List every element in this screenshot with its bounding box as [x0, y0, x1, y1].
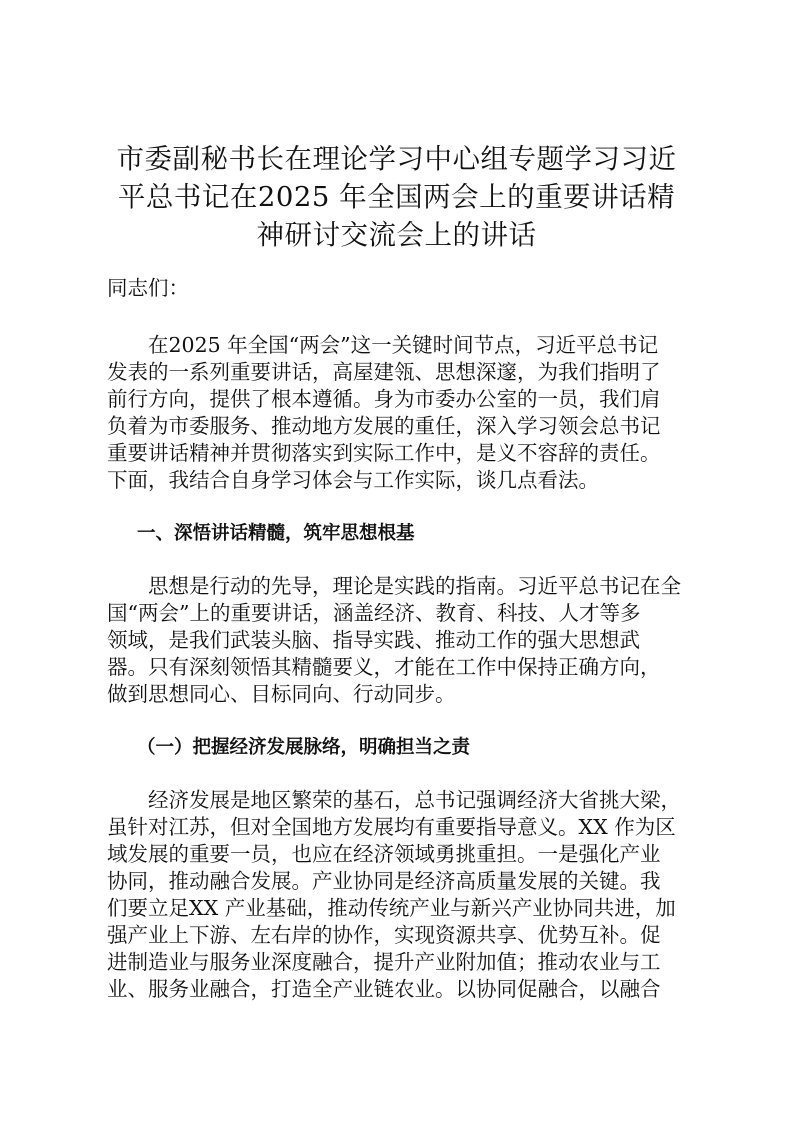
paragraph-section-1 [107, 573, 686, 708]
paragraph-line: 们要立足XX 产业基础，推动传统产业与新兴产业协同共进，加 [107, 896, 676, 920]
paragraph-line: 域发展的重要一员，也应在经济领域勇挑重担。一是强化产业 [107, 842, 661, 866]
title-line-2: 平总书记在2025 年全国两会上的重要讲话精 [117, 181, 676, 213]
salutation: 同志们： [107, 276, 189, 300]
subsection-heading-1: （一）把握经济发展脉络，明确担当之责 [137, 737, 471, 758]
paragraph-line: 思想是行动的先导，理论是实践的指南。习近平总书记在全 [148, 574, 681, 598]
paragraph-intro [107, 332, 686, 494]
paragraph-line: 进制造业与服务业深度融合，提升产业附加值；推动农业与工 [107, 950, 661, 974]
paragraph-line: 前行方向，提供了根本遵循。身为市委办公室的一员，我们肩 [107, 387, 661, 411]
paragraph-line: 负着为市委服务、推动地方发展的重任，深入学习领会总书记 [107, 414, 661, 438]
paragraph-line: 协同，推动融合发展。产业协同是经济高质量发展的关键。我 [107, 869, 661, 893]
paragraph-line: 国“两会”上的重要讲话，涵盖经济、教育、科技、人才等多 [107, 601, 641, 625]
paragraph-line: 强产业上下游、左右岸的协作，实现资源共享、优势互补。促 [107, 923, 661, 947]
paragraph-line: 在2025 年全国“两会”这一关键时间节点，习近平总书记 [148, 333, 659, 357]
document-body [107, 275, 686, 1003]
paragraph-line: 虽针对江苏，但对全国地方发展均有重要指导意义。XX 作为区 [107, 815, 676, 839]
section-heading-1: 一、深悟讲话精髓，筑牢思想根基 [137, 523, 415, 544]
paragraph-line: 重要讲话精神并贯彻落实到实际工作中，是义不容辞的责任。 [107, 441, 661, 465]
title-line-3: 神研讨交流会上的讲话 [256, 219, 537, 251]
paragraph-line: 发表的一系列重要讲话，高屋建瓴、思想深邃，为我们指明了 [107, 360, 661, 384]
paragraph-line: 做到思想同心、目标同向、行动同步。 [107, 682, 456, 706]
paragraph-line: 器。只有深刻领悟其精髓要义，才能在工作中保持正确方向， [107, 655, 661, 679]
title-line-1: 市委副秘书长在理论学习中心组专题学习习近 [116, 143, 677, 175]
paragraph-line: 业、服务业融合，打造全产业链农业。以协同促融合，以融合 [107, 977, 661, 1001]
paragraph-subsection-1 [107, 787, 686, 1003]
document-title [100, 140, 693, 254]
paragraph-line: 经济发展是地区繁荣的基石，总书记强调经济大省挑大梁， [148, 788, 681, 812]
paragraph-line: 下面，我结合自身学习体会与工作实际，谈几点看法。 [107, 468, 599, 492]
paragraph-line: 领域，是我们武装头脑、指导实践、推动工作的强大思想武 [107, 628, 640, 652]
